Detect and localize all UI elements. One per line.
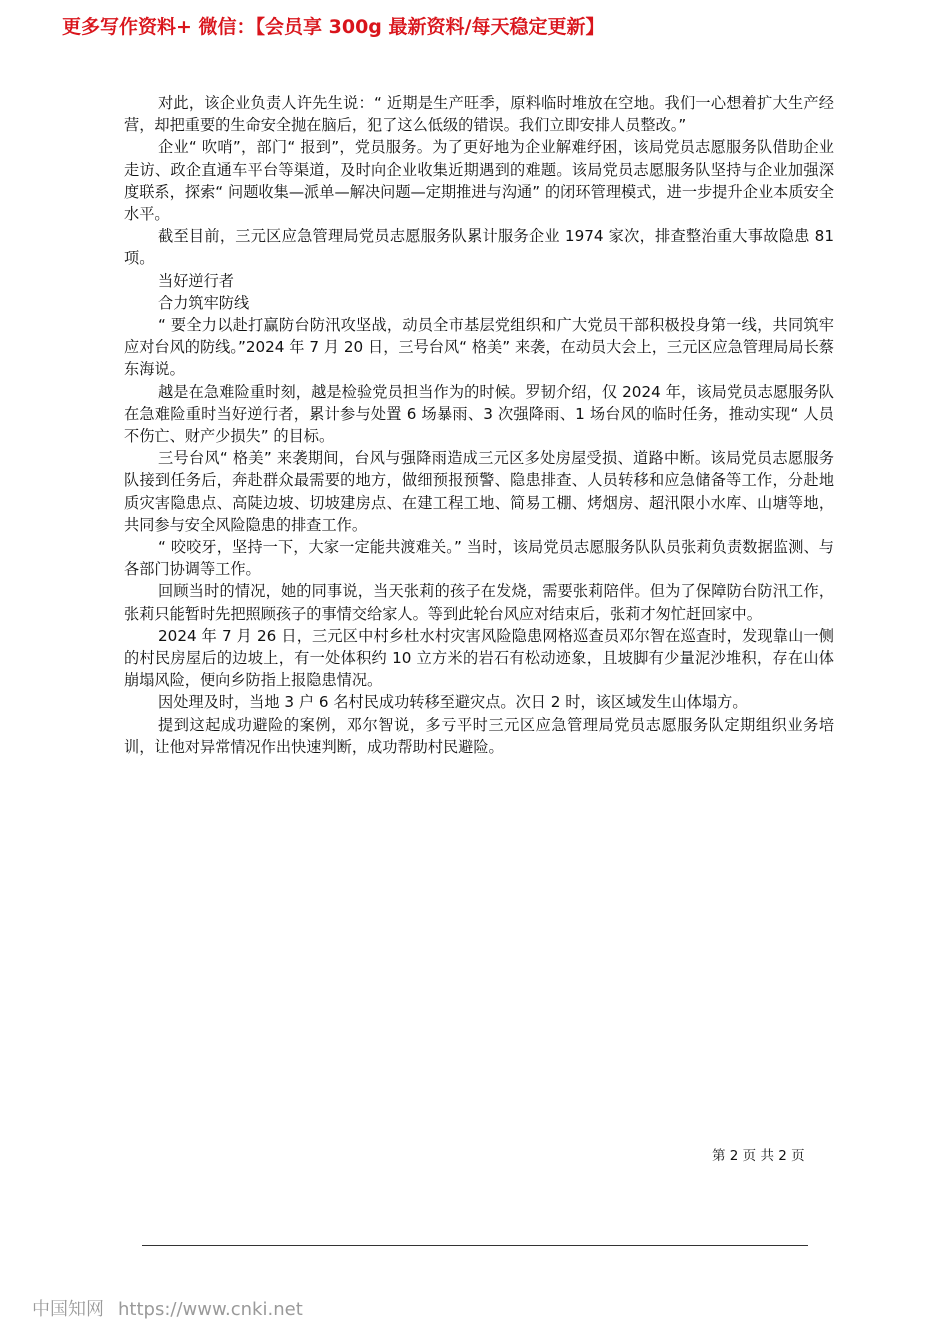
paragraph: “ 咬咬牙，坚持一下，大家一定能共渡难关。” 当时，该局党员志愿服务队队员张莉负责数据监测、与各部门协调等工作。 [124,538,834,579]
paragraph: 越是在急难险重时刻，越是检验党员担当作为的时候。罗韧介绍，仅 2024 年，该局党员志愿服务队在急难险重时当好逆行者，累计参与处置 6 场暴雨、3 次强降雨、1 场台风的临时任务，推动实现“ 人员不伤亡、财产少损失” 的目标。 [124,382,834,446]
paragraph: 提到这起成功避险的案例，邓尔智说，多亏平时三元区应急管理局党员志愿服务队定期组织业务培训，让他对异常情况作出快速判断，成功帮助村民避险。 [124,715,834,756]
paragraph: 对此，该企业负责人许先生说：“ 近期是生产旺季，原料临时堆放在空地。我们一心想着扩大生产经营，却把重要的生命安全抛在脑后，犯了这么低级的错误。我们立即安排人员整改。” [124,94,834,135]
section-heading: 合力筑牢防线 [158,293,250,312]
paragraph: 因处理及时，当地 3 户 6 名村民成功转移至避灾点。次日 2 时，该区域发生山体塌方。 [158,693,748,712]
watermark-site-name: 中国知网 [32,1299,104,1320]
site-watermark [32,1295,303,1321]
paragraph: 企业“ 吹哨”，部门“ 报到”，党员服务。为了更好地为企业解难纾困，该局党员志愿服务队借助企业走访、政企直通车平台等渠道，及时向企业收集近期遇到的难题。该局党员志愿服务队坚持与企业加强深度联系，探索“ 问题收集—派单—解决问题—定期推进与沟通” 的闭环管理模式，进一步提升企业本质安全水平。 [124,138,834,224]
promo-banner: 更多写作资料+ 微信：【会员享 300g 最新资料/每天稳定更新】 [62,16,605,38]
paragraph: “ 要全力以赴打赢防台防汛攻坚战，动员全市基层党组织和广大党员干部积极投身第一线，共同筑牢应对台风的防线。”2024 年 7 月 20 日，三号台风“ 格美” 来袭，在动员大会上，三元区应急管理局局长蔡东海说。 [124,316,834,379]
paragraph: 截至目前，三元区应急管理局党员志愿服务队累计服务企业 1974 家次，排查整治重大事故隐患 81 项。 [124,227,834,268]
section-heading: 当好逆行者 [158,271,234,290]
paragraph: 回顾当时的情况，她的同事说，当天张莉的孩子在发烧，需要张莉陪伴。但为了保障防台防汛工作，张莉只能暂时先把照顾孩子的事情交给家人。等到此轮台风应对结束后，张莉才匆忙赶回家中。 [124,582,834,623]
article-body [124,92,834,758]
watermark-url: https://www.cnki.net [118,1299,303,1320]
paragraph: 三号台风“ 格美” 来袭期间，台风与强降雨造成三元区多处房屋受损、道路中断。该局党员志愿服务队接到任务后，奔赴群众最需要的地方，做细预报预警、隐患排查、人员转移和应急储备等工作，分赴地质灾害隐患点、高陡边坡、切坡建房点、在建工程工地、简易工棚、烤烟房、超汛限小水库、山塘等地，共同参与安全风险隐患的排查工作。 [124,449,834,534]
footer-divider [142,1245,808,1246]
page-number: 第 2 页 共 2 页 [712,1148,805,1164]
paragraph: 2024 年 7 月 26 日，三元区中村乡杜水村灾害风险隐患网格巡查员邓尔智在巡查时，发现靠山一侧的村民房屋后的边坡上，有一处体积约 10 立方米的岩石有松动迹象，且坡脚有少量泥沙堆积，存在山体崩塌风险，便向乡防指上报隐患情况。 [124,626,834,690]
